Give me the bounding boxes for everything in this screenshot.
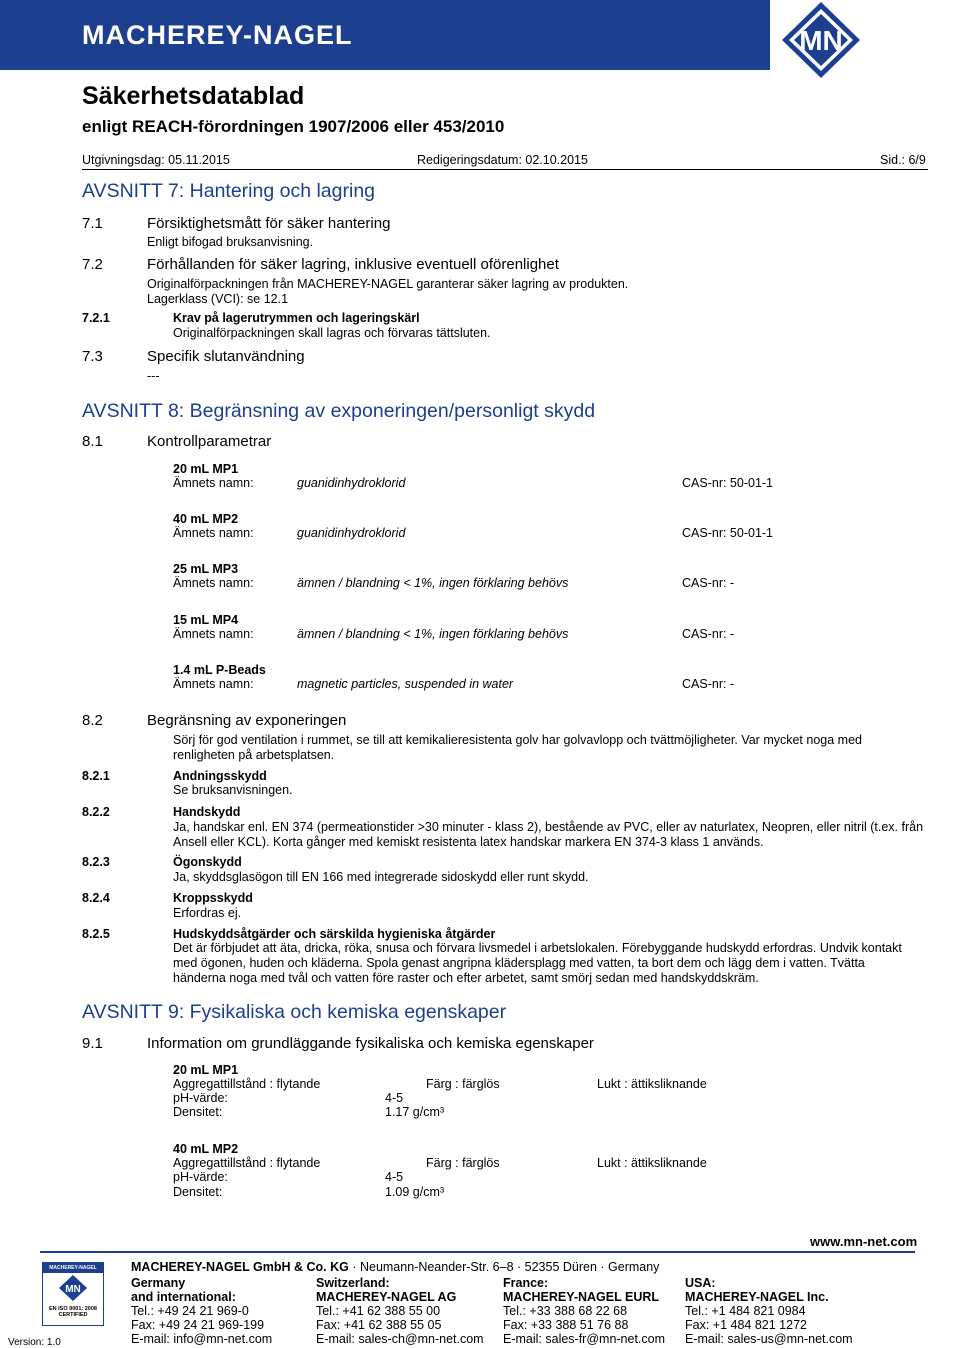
s823-title: Ögonskydd (173, 855, 242, 869)
footer-email[interactable]: E-mail: sales-fr@mn-net.com (503, 1332, 666, 1346)
s721-number: 7.2.1 (82, 311, 110, 325)
product-ph-label: pH-värde: (173, 1091, 228, 1105)
footer-company: MACHEREY-NAGEL AG (316, 1290, 457, 1304)
s824-number: 8.2.4 (82, 891, 110, 905)
product-ph-label: pH-värde: (173, 1170, 228, 1184)
s823-text: Ja, skyddsglasögon till EN 166 med integrerade sidoskydd eller runt skydd. (173, 870, 589, 884)
param-substance: ämnen / blandning < 1%, ingen förklaring behövs (297, 576, 569, 590)
footer-rule (40, 1251, 915, 1253)
footer-country: Switzerland: (316, 1276, 390, 1290)
param-name: 20 mL MP1 (173, 462, 239, 476)
product-name: 20 mL MP1 (173, 1063, 239, 1077)
s91-title: Information om grundläggande fysikaliska och kemiska egenskaper (147, 1035, 594, 1052)
footer-email[interactable]: E-mail: sales-us@mn-net.com (685, 1332, 853, 1346)
product-color: Färg : färglös (426, 1077, 500, 1091)
param-name: 1.4 mL P-Beads (173, 663, 266, 677)
s822-number: 8.2.2 (82, 805, 110, 819)
product-density: 1.17 g/cm³ (385, 1105, 445, 1119)
param-cas: CAS-nr: 50-01-1 (682, 476, 774, 490)
mn-logo-icon (776, 0, 866, 80)
footer-fax: Fax: +33 388 51 76 88 (503, 1318, 629, 1332)
cert-logo-text: MACHEREY-NAGEL (43, 1263, 103, 1273)
product-ph: 4-5 (385, 1091, 404, 1105)
s72-number: 7.2 (82, 256, 103, 273)
cert-standard: EN ISO 9001: 2008 (48, 1306, 97, 1312)
param-name: 15 mL MP4 (173, 613, 239, 627)
s82-number: 8.2 (82, 712, 103, 729)
footer-tel: Tel.: +41 62 388 55 00 (316, 1304, 441, 1318)
s73-number: 7.3 (82, 348, 103, 365)
s825-number: 8.2.5 (82, 927, 110, 941)
s71-text: Enligt bifogad bruksanvisning. (147, 235, 314, 249)
product-odor: Lukt : ättiksliknande (597, 1156, 707, 1170)
product-color: Färg : färglös (426, 1156, 500, 1170)
section-7-title: AVSNITT 7: Hantering och lagring (82, 180, 376, 202)
param-label: Ämnets namn: (173, 627, 254, 641)
param-label: Ämnets namn: (173, 476, 254, 490)
company-name: MACHEREY-NAGEL GmbH & Co. KG (131, 1260, 349, 1274)
s824-text: Erfordras ej. (173, 906, 242, 920)
footer-col-germany (131, 1276, 272, 1346)
product-odor: Lukt : ättiksliknande (597, 1077, 707, 1091)
document-title: Säkerhetsdatablad (82, 82, 305, 110)
company-line (131, 1260, 659, 1274)
footer-country: France: (503, 1276, 549, 1290)
product-name: 40 mL MP2 (173, 1142, 239, 1156)
footer-col-usa (685, 1276, 853, 1346)
logo-text: MN (799, 25, 843, 56)
s81-title: Kontrollparametrar (147, 433, 272, 450)
footer-col-switzerland (316, 1276, 484, 1346)
s824-title: Kroppsskydd (173, 891, 253, 905)
s72-title: Förhållanden för säker lagring, inklusive eventuell oförenlighet (147, 256, 559, 273)
page-number: Sid.: 6/9 (880, 153, 926, 167)
footer-company: MACHEREY-NAGEL Inc. (685, 1290, 829, 1304)
s71-title: Försiktighetsmått för säker hantering (147, 215, 391, 232)
s821-text: Se bruksanvisningen. (173, 783, 293, 797)
cert-label: CERTIFIED (58, 1312, 88, 1318)
param-name: 25 mL MP3 (173, 562, 239, 576)
footer-tel: Tel.: +33 388 68 22 68 (503, 1304, 628, 1318)
brand-bar (0, 0, 770, 70)
s821-number: 8.2.1 (82, 769, 110, 783)
cert-mn-icon (43, 1273, 103, 1303)
product-density-label: Densitet: (173, 1185, 223, 1199)
footer-email[interactable]: E-mail: sales-ch@mn-net.com (316, 1332, 484, 1346)
param-label: Ämnets namn: (173, 526, 254, 540)
footer-company: and international: (131, 1290, 236, 1304)
param-name: 40 mL MP2 (173, 512, 239, 526)
s73-title: Specifik slutanvändning (147, 348, 305, 365)
footer-email[interactable]: E-mail: info@mn-net.com (131, 1332, 273, 1346)
cert-logo-mn: MN (65, 1284, 81, 1295)
iso-certification-badge (42, 1262, 104, 1326)
product-state: Aggregattillstånd : flytande (173, 1156, 321, 1170)
footer-fax: Fax: +41 62 388 55 05 (316, 1318, 442, 1332)
footer-tel: Tel.: +49 24 21 969-0 (131, 1304, 249, 1318)
product-ph: 4-5 (385, 1170, 404, 1184)
s82-title: Begränsning av exponeringen (147, 712, 347, 729)
section-8-title: AVSNITT 8: Begränsning av exponeringen/personligt skydd (82, 400, 596, 422)
param-label: Ämnets namn: (173, 677, 254, 691)
footer-tel: Tel.: +1 484 821 0984 (685, 1304, 806, 1318)
s81-number: 8.1 (82, 433, 103, 450)
version-label: Version: 1.0 (8, 1337, 61, 1348)
s823-number: 8.2.3 (82, 855, 110, 869)
revision-date: Redigeringsdatum: 02.10.2015 (417, 153, 588, 167)
s72-text-2: Lagerklass (VCI): se 12.1 (147, 292, 289, 306)
product-state: Aggregattillstånd : flytande (173, 1077, 321, 1091)
param-cas: CAS-nr: - (682, 677, 735, 691)
s825-title: Hudskyddsåtgärder och särskilda hygieniska åtgärder (173, 927, 496, 941)
issue-date: Utgivningsdag: 05.11.2015 (82, 153, 230, 167)
footer-col-france (503, 1276, 665, 1346)
section-9-title: AVSNITT 9: Fysikaliska och kemiska egenskaper (82, 1001, 507, 1023)
s73-text: --- (147, 369, 160, 383)
param-substance: guanidinhydroklorid (297, 526, 406, 540)
param-cas: CAS-nr: - (682, 576, 735, 590)
param-cas: CAS-nr: 50-01-1 (682, 526, 774, 540)
s91-number: 9.1 (82, 1035, 103, 1052)
footer-country: USA: (685, 1276, 716, 1290)
brand-name: MACHEREY-NAGEL (82, 20, 353, 50)
s82-text: Sörj för god ventilation i rummet, se till att kemikalieresistenta golv har golvavlopp och tvättmöjligheter. Var mycket noga med renligheten på arbetsplatsen. (173, 733, 862, 762)
footer-fax: Fax: +1 484 821 1272 (685, 1318, 807, 1332)
s721-text: Originalförpackningen skall lagras och förvaras tättsluten. (173, 326, 491, 340)
footer-country: Germany (131, 1276, 186, 1290)
param-substance: ämnen / blandning < 1%, ingen förklaring behövs (297, 627, 569, 641)
param-cas: CAS-nr: - (682, 627, 735, 641)
footer-company: MACHEREY-NAGEL EURL (503, 1290, 660, 1304)
s721-title: Krav på lagerutrymmen och lageringskärl (173, 311, 420, 325)
footer-fax: Fax: +49 24 21 969-199 (131, 1318, 265, 1332)
header-rule (82, 169, 928, 170)
param-substance: magnetic particles, suspended in water (297, 677, 514, 691)
s71-number: 7.1 (82, 215, 103, 232)
s72-text-1: Originalförpackningen från MACHEREY-NAGEL garanterar säker lagring av produkten. (147, 277, 629, 291)
product-density-label: Densitet: (173, 1105, 223, 1119)
company-address: · Neumann-Neander-Str. 6–8 · 52355 Düren · Germany (352, 1260, 660, 1274)
s821-title: Andningsskydd (173, 769, 267, 783)
website-link[interactable]: www.mn-net.com (810, 1234, 918, 1249)
document-subtitle: enligt REACH-förordningen 1907/2006 eller 453/2010 (82, 117, 505, 136)
param-label: Ämnets namn: (173, 576, 254, 590)
param-substance: guanidinhydroklorid (297, 476, 406, 490)
s822-title: Handskydd (173, 805, 241, 819)
s825-text: Det är förbjudet att äta, dricka, röka, snusa och förvara livsmedel i arbetslokalen. Förebyggande hudskydd erfordras. Undvik kontakt med ögonen, huden och kläderna. Spola genast angripna klädersplagg med vatten, ta bort dem och lägg dem i vatten. Tvätta händerna noga med tvål och vatten före raster och efter arbetet, samt smörj sedan med handskyddskräm. (173, 941, 902, 985)
s822-text: Ja, handskar enl. EN 374 (permeationstider >30 minuter - klass 2), bestående av PVC, eller av naturlatex, Neopren, eller nitril (t.ex. från Ansell eller KCL). Korta gånger med kemiskt resistenta latex handskar markera EN 374-3 klass 1 används. (173, 820, 924, 849)
product-density: 1.09 g/cm³ (385, 1185, 445, 1199)
